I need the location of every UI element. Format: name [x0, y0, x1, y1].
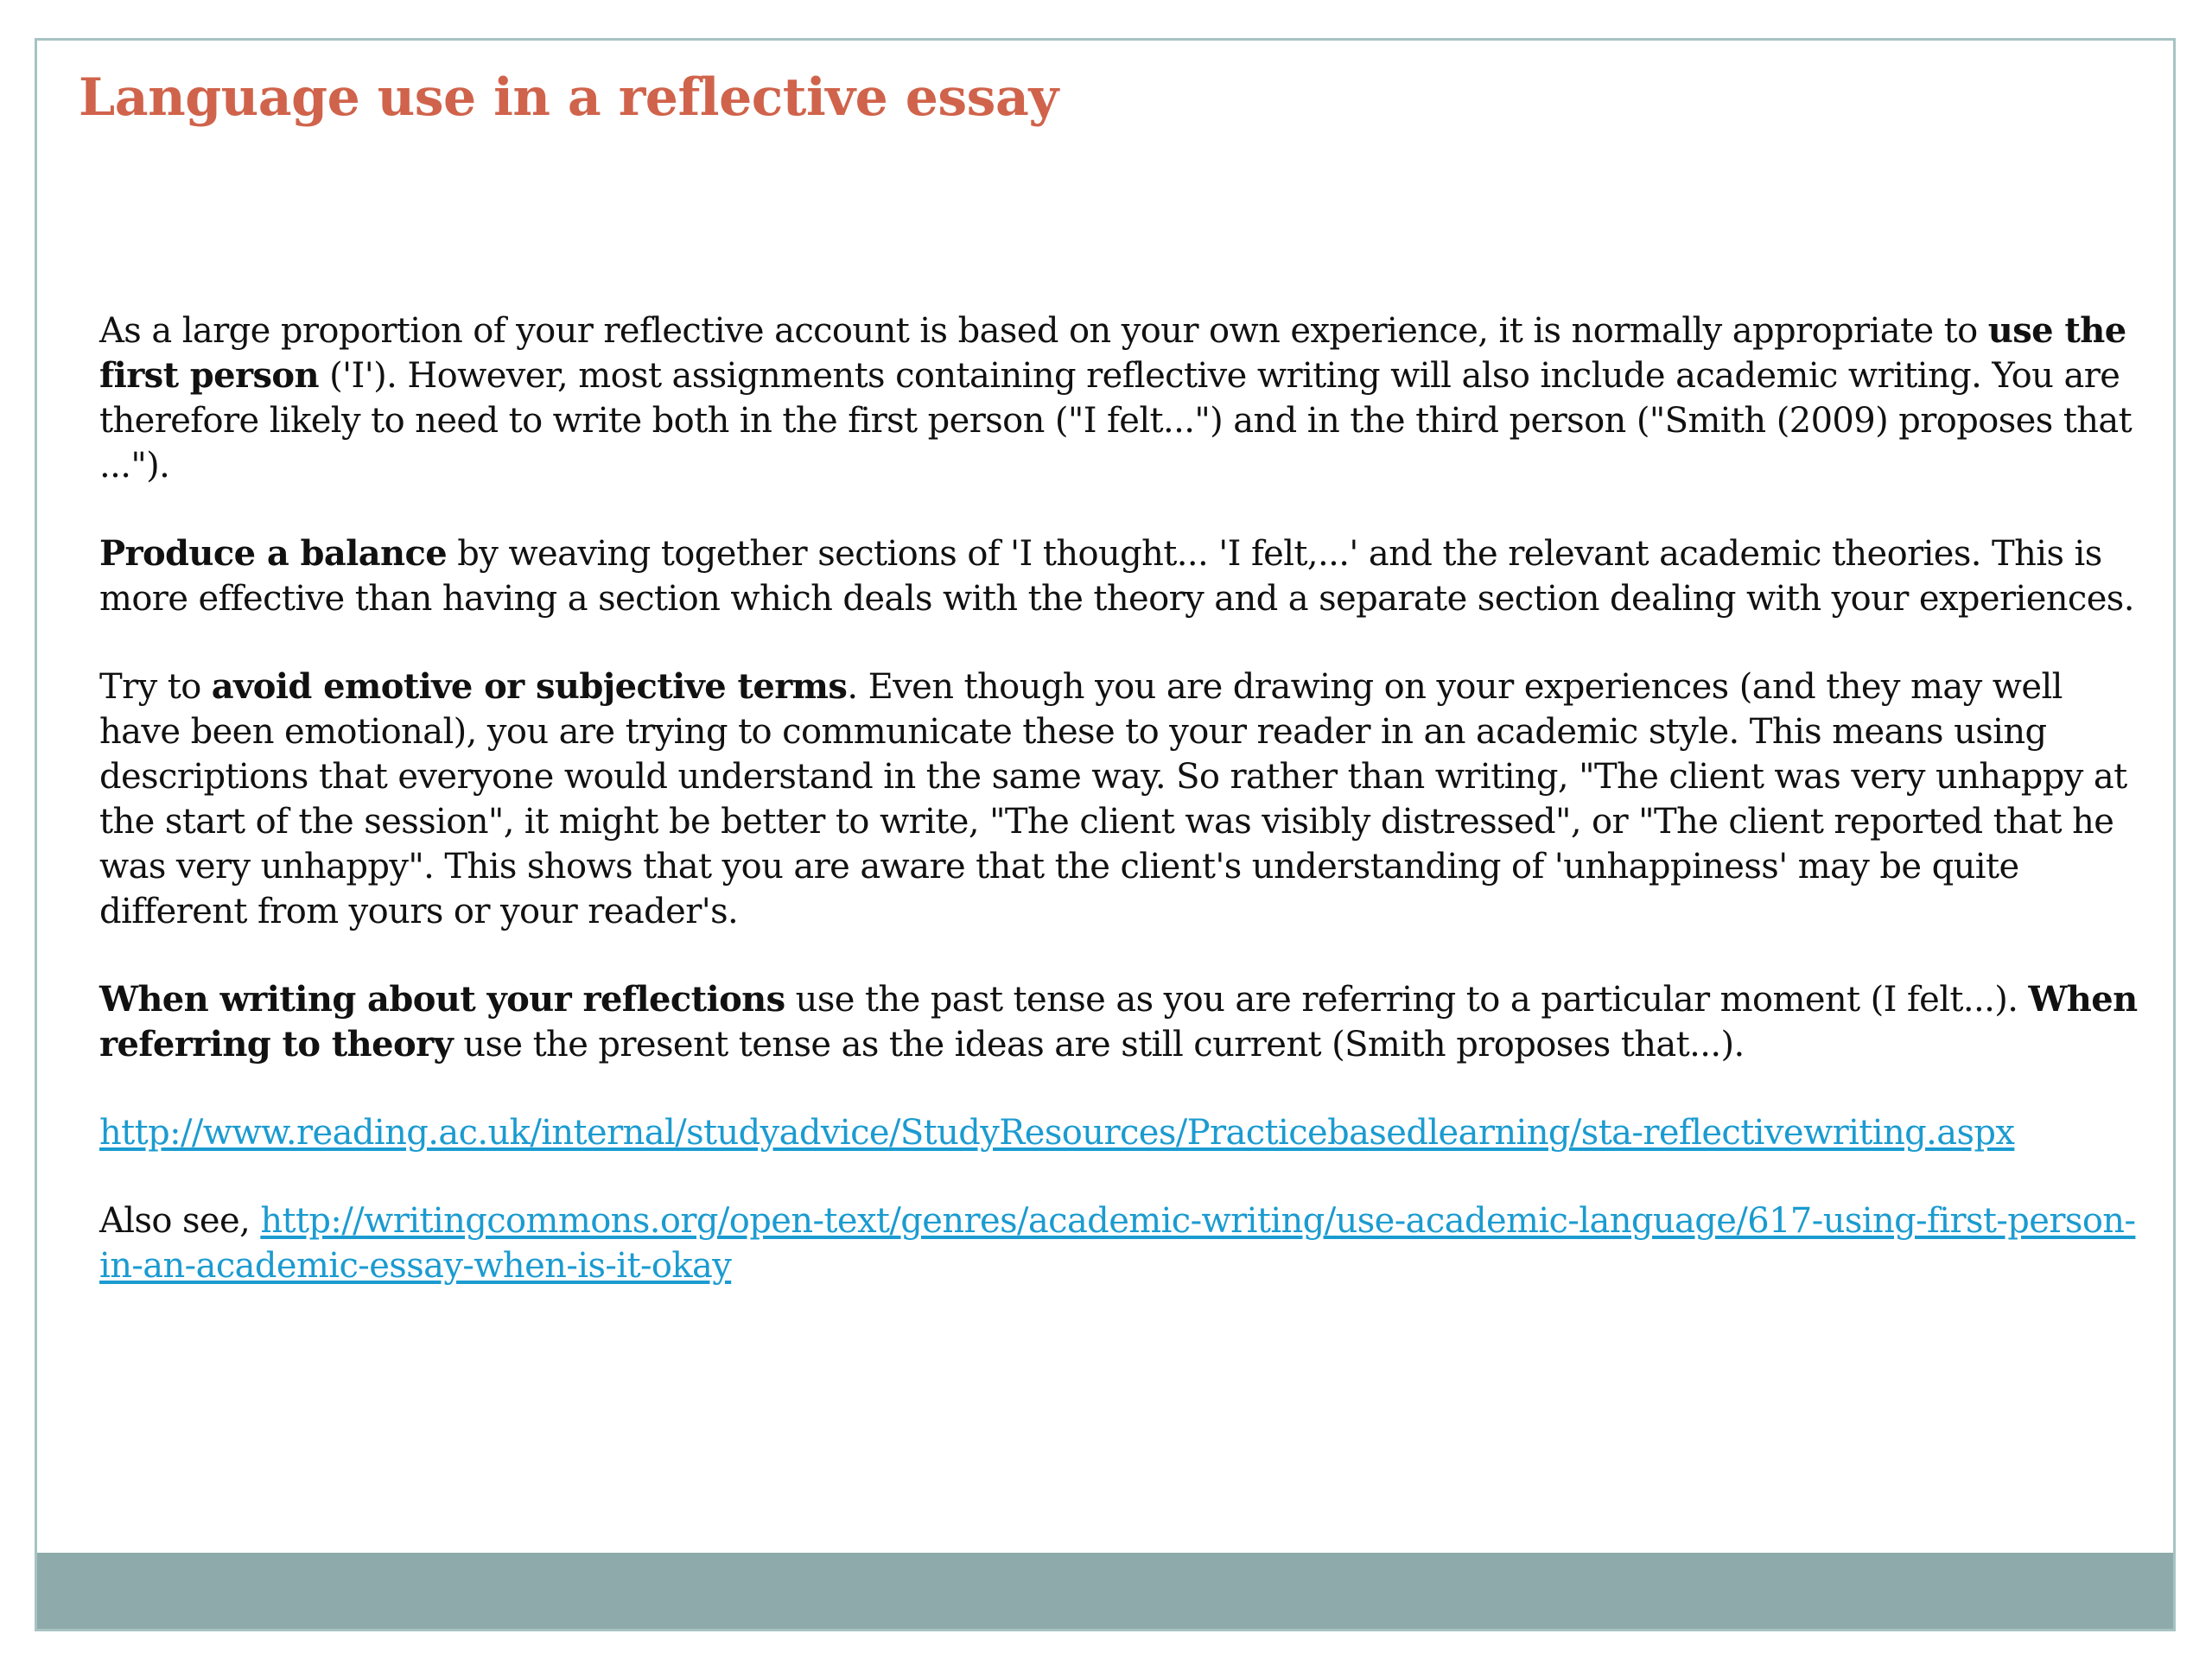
- paragraph-first-person: [99, 308, 2139, 488]
- reading-link[interactable]: http://www.reading.ac.uk/internal/studyadvice/StudyResources/Practicebasedlearning/sta-reflectivewriting.aspx: [99, 1113, 2015, 1153]
- footer-bar: [37, 1553, 2173, 1629]
- bold-phrase: avoid emotive or subjective terms: [211, 666, 848, 707]
- paragraph-balance: [99, 531, 2139, 621]
- paragraph-text: Try to: [99, 667, 212, 707]
- paragraph-also-see: [99, 1198, 2139, 1288]
- also-see-label: Also see,: [99, 1201, 261, 1241]
- bold-phrase: When writing about your reflections: [99, 979, 785, 1020]
- bold-phrase: use the first person: [99, 310, 2126, 396]
- body-content: [99, 308, 2139, 1332]
- paragraph-text: As a large proportion of your reflective account is based on your own experience, it is normally appropriate to: [99, 311, 1988, 351]
- paragraph-text: use the present tense as the ideas are still current (Smith proposes that...).: [453, 1025, 1745, 1065]
- bold-phrase: Produce a balance: [99, 533, 448, 574]
- paragraph-text: by weaving together sections of 'I thought... 'I felt,...' and the relevant academic theories. This is more effective than having a section which deals with the theory and a separate section dealing with your experiences.: [99, 534, 2134, 619]
- page-title: Language use in a reflective essay: [79, 67, 1058, 128]
- paragraph-tense: [99, 977, 2139, 1067]
- paragraph-text: use the past tense as you are referring to a particular moment (I felt...).: [785, 980, 2029, 1020]
- slide-frame: [35, 38, 2176, 1631]
- bold-phrase: When referring to theory: [99, 979, 2138, 1065]
- paragraph-emotive-terms: [99, 664, 2139, 934]
- paragraph-text: ('I'). However, most assignments containing reflective writing will also include academic writing. You are therefore likely to need to write both in the first person ("I felt...") and in the third person ("Smith (2009) proposes that ...").: [99, 356, 2133, 486]
- writingcommons-link[interactable]: http://writingcommons.org/open-text/genres/academic-writing/use-academic-language/617-using-first-person-in-an-academic-essay-when-is-it-okay: [99, 1201, 2136, 1286]
- paragraph-reading-link: [99, 1110, 2139, 1155]
- paragraph-text: . Even though you are drawing on your experiences (and they may well have been emotional), you are trying to communicate these to your reader in an academic style. This means using descriptions that everyone would understand in the same way. So rather than writing, "The client was very unhappy at the start of the session", it might be better to write, "The client was visibly distressed", or "The client reported that he was very unhappy". This shows that you are aware that the client's understanding of 'unhappiness' may be quite different from yours or your reader's.: [99, 667, 2127, 931]
